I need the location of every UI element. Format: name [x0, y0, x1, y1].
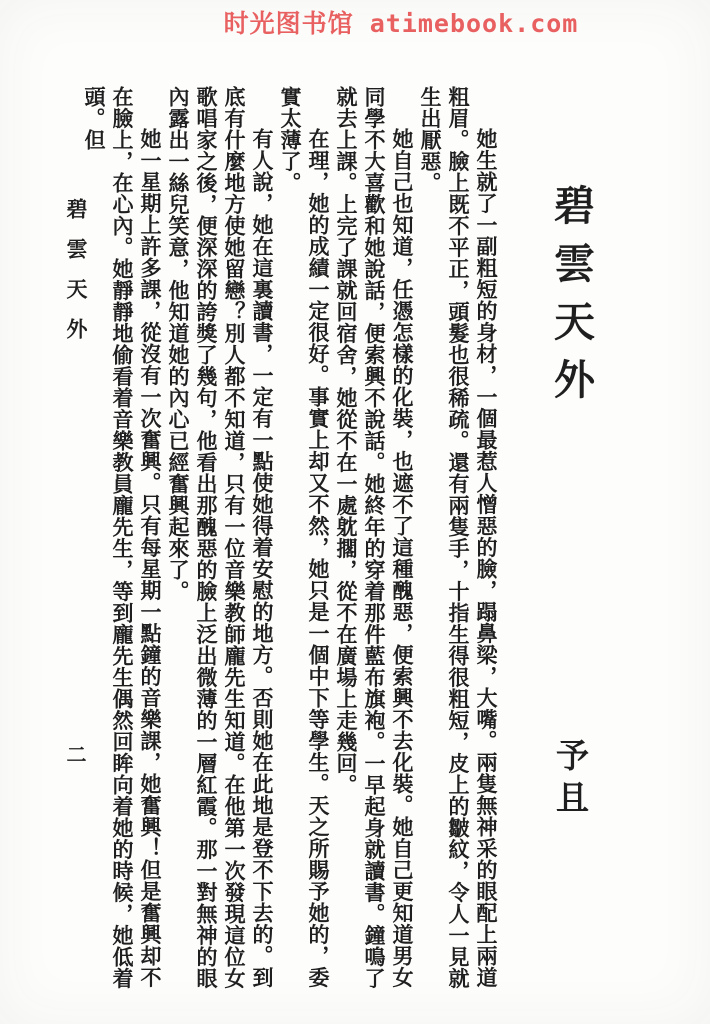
paragraph: 她一星期上許多課，從沒有一次奮興。只有每星期一點鐘的音樂課，她奮興！但是奮興却不在臉上，在心內。她靜靜地偷看着音樂教員龐先生，等到龐先生偶然回眸向着她的時候，她低着頭。但	[82, 86, 162, 989]
site-watermark: 时光图书馆 atimebook.com	[223, 9, 579, 38]
paragraph: 在理，她的成績一定很好。事實上却又不然，她只是一個中下等學生。天之所賜予她的，委實太薄了。	[278, 86, 330, 988]
book-author: 予且	[551, 738, 587, 822]
paragraph: 她生就了一副粗短的身材，一個最惹人憎惡的臉，蹋鼻梁，大嘴。兩隻無神采的眼配上兩道粗眉。臉上既不平正，頭髮也很稀疏。還有兩隻手，十指生得很粗短，皮上的皺紋，令人一見就生出厭惡。	[418, 86, 498, 989]
running-title: 碧雲天外	[64, 198, 88, 358]
page-number: 二	[63, 744, 85, 764]
paragraph: 她自己也知道，任憑怎樣的化裝，也遮不了這種醜惡，便索興不去化裝。她自己更知道男女同學不大喜歡和她說話，便索興不說話。她終年的穿着那件藍布旗袍。一早起身就讀書。鐘鳴了就去上課。上完了課就回宿舍，她從不在一處躭擱，從不在廣場上走幾回。	[334, 86, 414, 989]
paragraph: 有人說，她在這裏讀書，一定有一點使她得着安慰的地方。否則她在此地是登不下去的。到底有什麼地方使她留戀？別人都不知道，只有一位音樂教師龐先生知道。在他第一次發現這位女歌唱家之後，便深深的誇獎了幾句，他看出那醜惡的臉上泛出微薄的一層紅霞。那一對無神的眼內露出一絲兒笑意，他知道她的內心已經奮興起來了。	[166, 86, 274, 989]
body-text	[82, 86, 500, 992]
book-title: 碧雲天外	[548, 184, 594, 416]
